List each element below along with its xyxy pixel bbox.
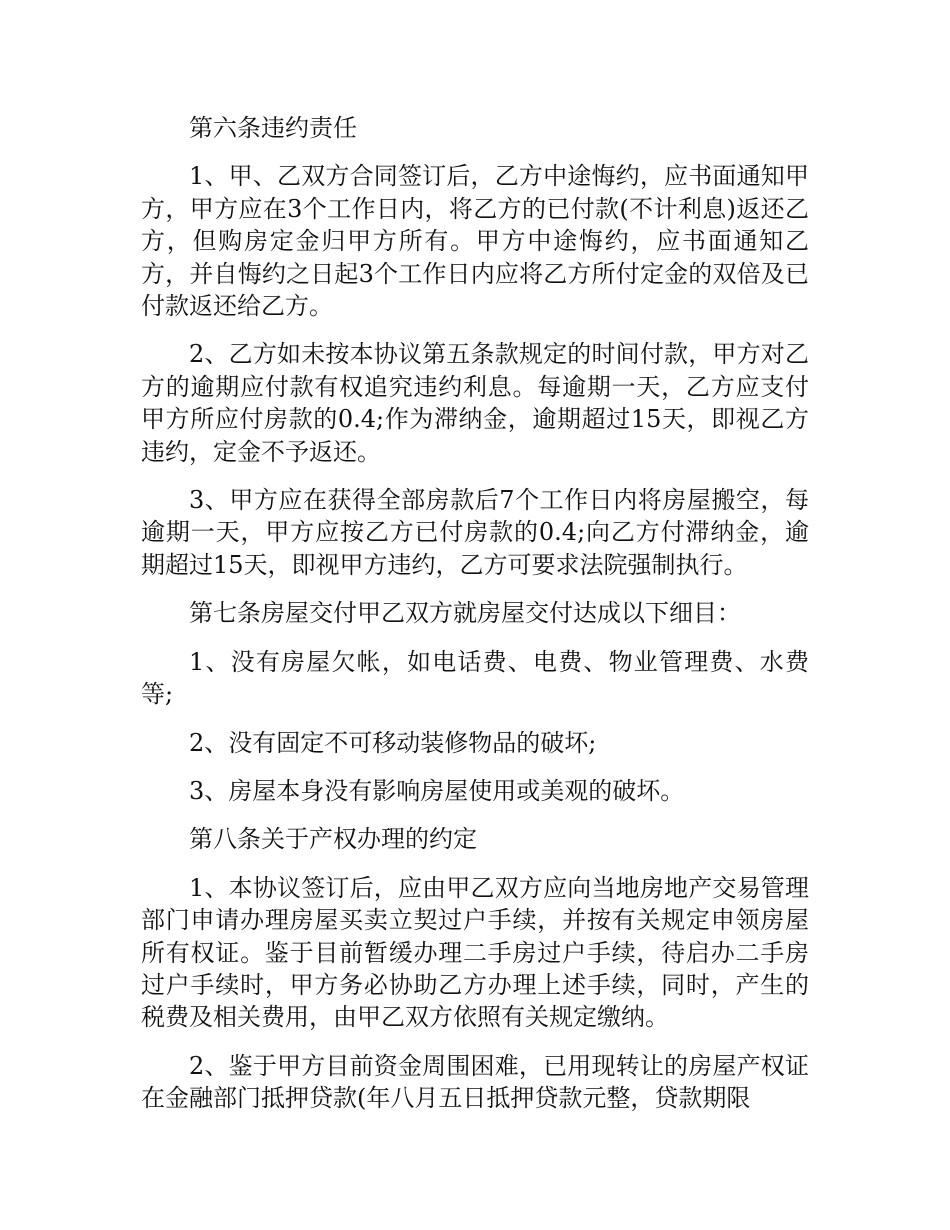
article-6-clause-1: 1、甲、乙双方合同签订后，乙方中途悔约，应书面通知甲方，甲方应在3个工作日内，将乙方的已付款(不计利息)返还乙方，但购房定金归甲方所有。甲方中途悔约，应书面通知乙方，并自悔约之日起3个工作日内应将乙方所付定金的双倍及已付款返还给乙方。 xyxy=(141,162,809,321)
article-8-clause-1: 1、本协议签订后，应由甲乙双方应向当地房地产交易管理部门申请办理房屋买卖立契过户手续，并按有关规定申领房屋所有权证。鉴于目前暂缓办理二手房过户手续，待启办二手房过户手续时，甲方务必协助乙方办理上述手续，同时，产生的税费及相关费用，由甲乙双方依照有关规定缴纳。 xyxy=(141,873,809,1032)
article-7-item-1: 1、没有房屋欠帐，如电话费、电费、物业管理费、水费等; xyxy=(141,647,809,709)
article-8-heading: 第八条关于产权办理的约定 xyxy=(189,825,477,854)
article-6-clause-3: 3、甲方应在获得全部房款后7个工作日内将房屋搬空，每逾期一天，甲方应按乙方已付房款的0.4;向乙方付滞纳金，逾期超过15天，即视甲方违约，乙方可要求法院强制执行。 xyxy=(141,486,809,579)
article-6-clause-2: 2、乙方如未按本协议第五条款规定的时间付款，甲方对乙方的逾期应付款有权追究违约利息。每逾期一天，乙方应支付甲方所应付房款的0.4;作为滞纳金，逾期超过15天，即视乙方违约，定金不予返还。 xyxy=(141,340,809,466)
article-7-item-2: 2、没有固定不可移动装修物品的破坏; xyxy=(189,728,597,757)
article-7-heading: 第七条房屋交付甲乙双方就房屋交付达成以下细目： xyxy=(189,599,741,628)
document-body xyxy=(141,112,809,1131)
article-8-clause-2: 2、鉴于甲方目前资金周围困难，已用现转让的房屋产权证在金融部门抵押贷款(年八月五日抵押贷款元整，贷款期限 xyxy=(141,1051,809,1113)
article-6-heading: 第六条违约责任 xyxy=(189,114,357,142)
article-7-item-3: 3、房屋本身没有影响房屋使用或美观的破坏。 xyxy=(189,776,685,805)
